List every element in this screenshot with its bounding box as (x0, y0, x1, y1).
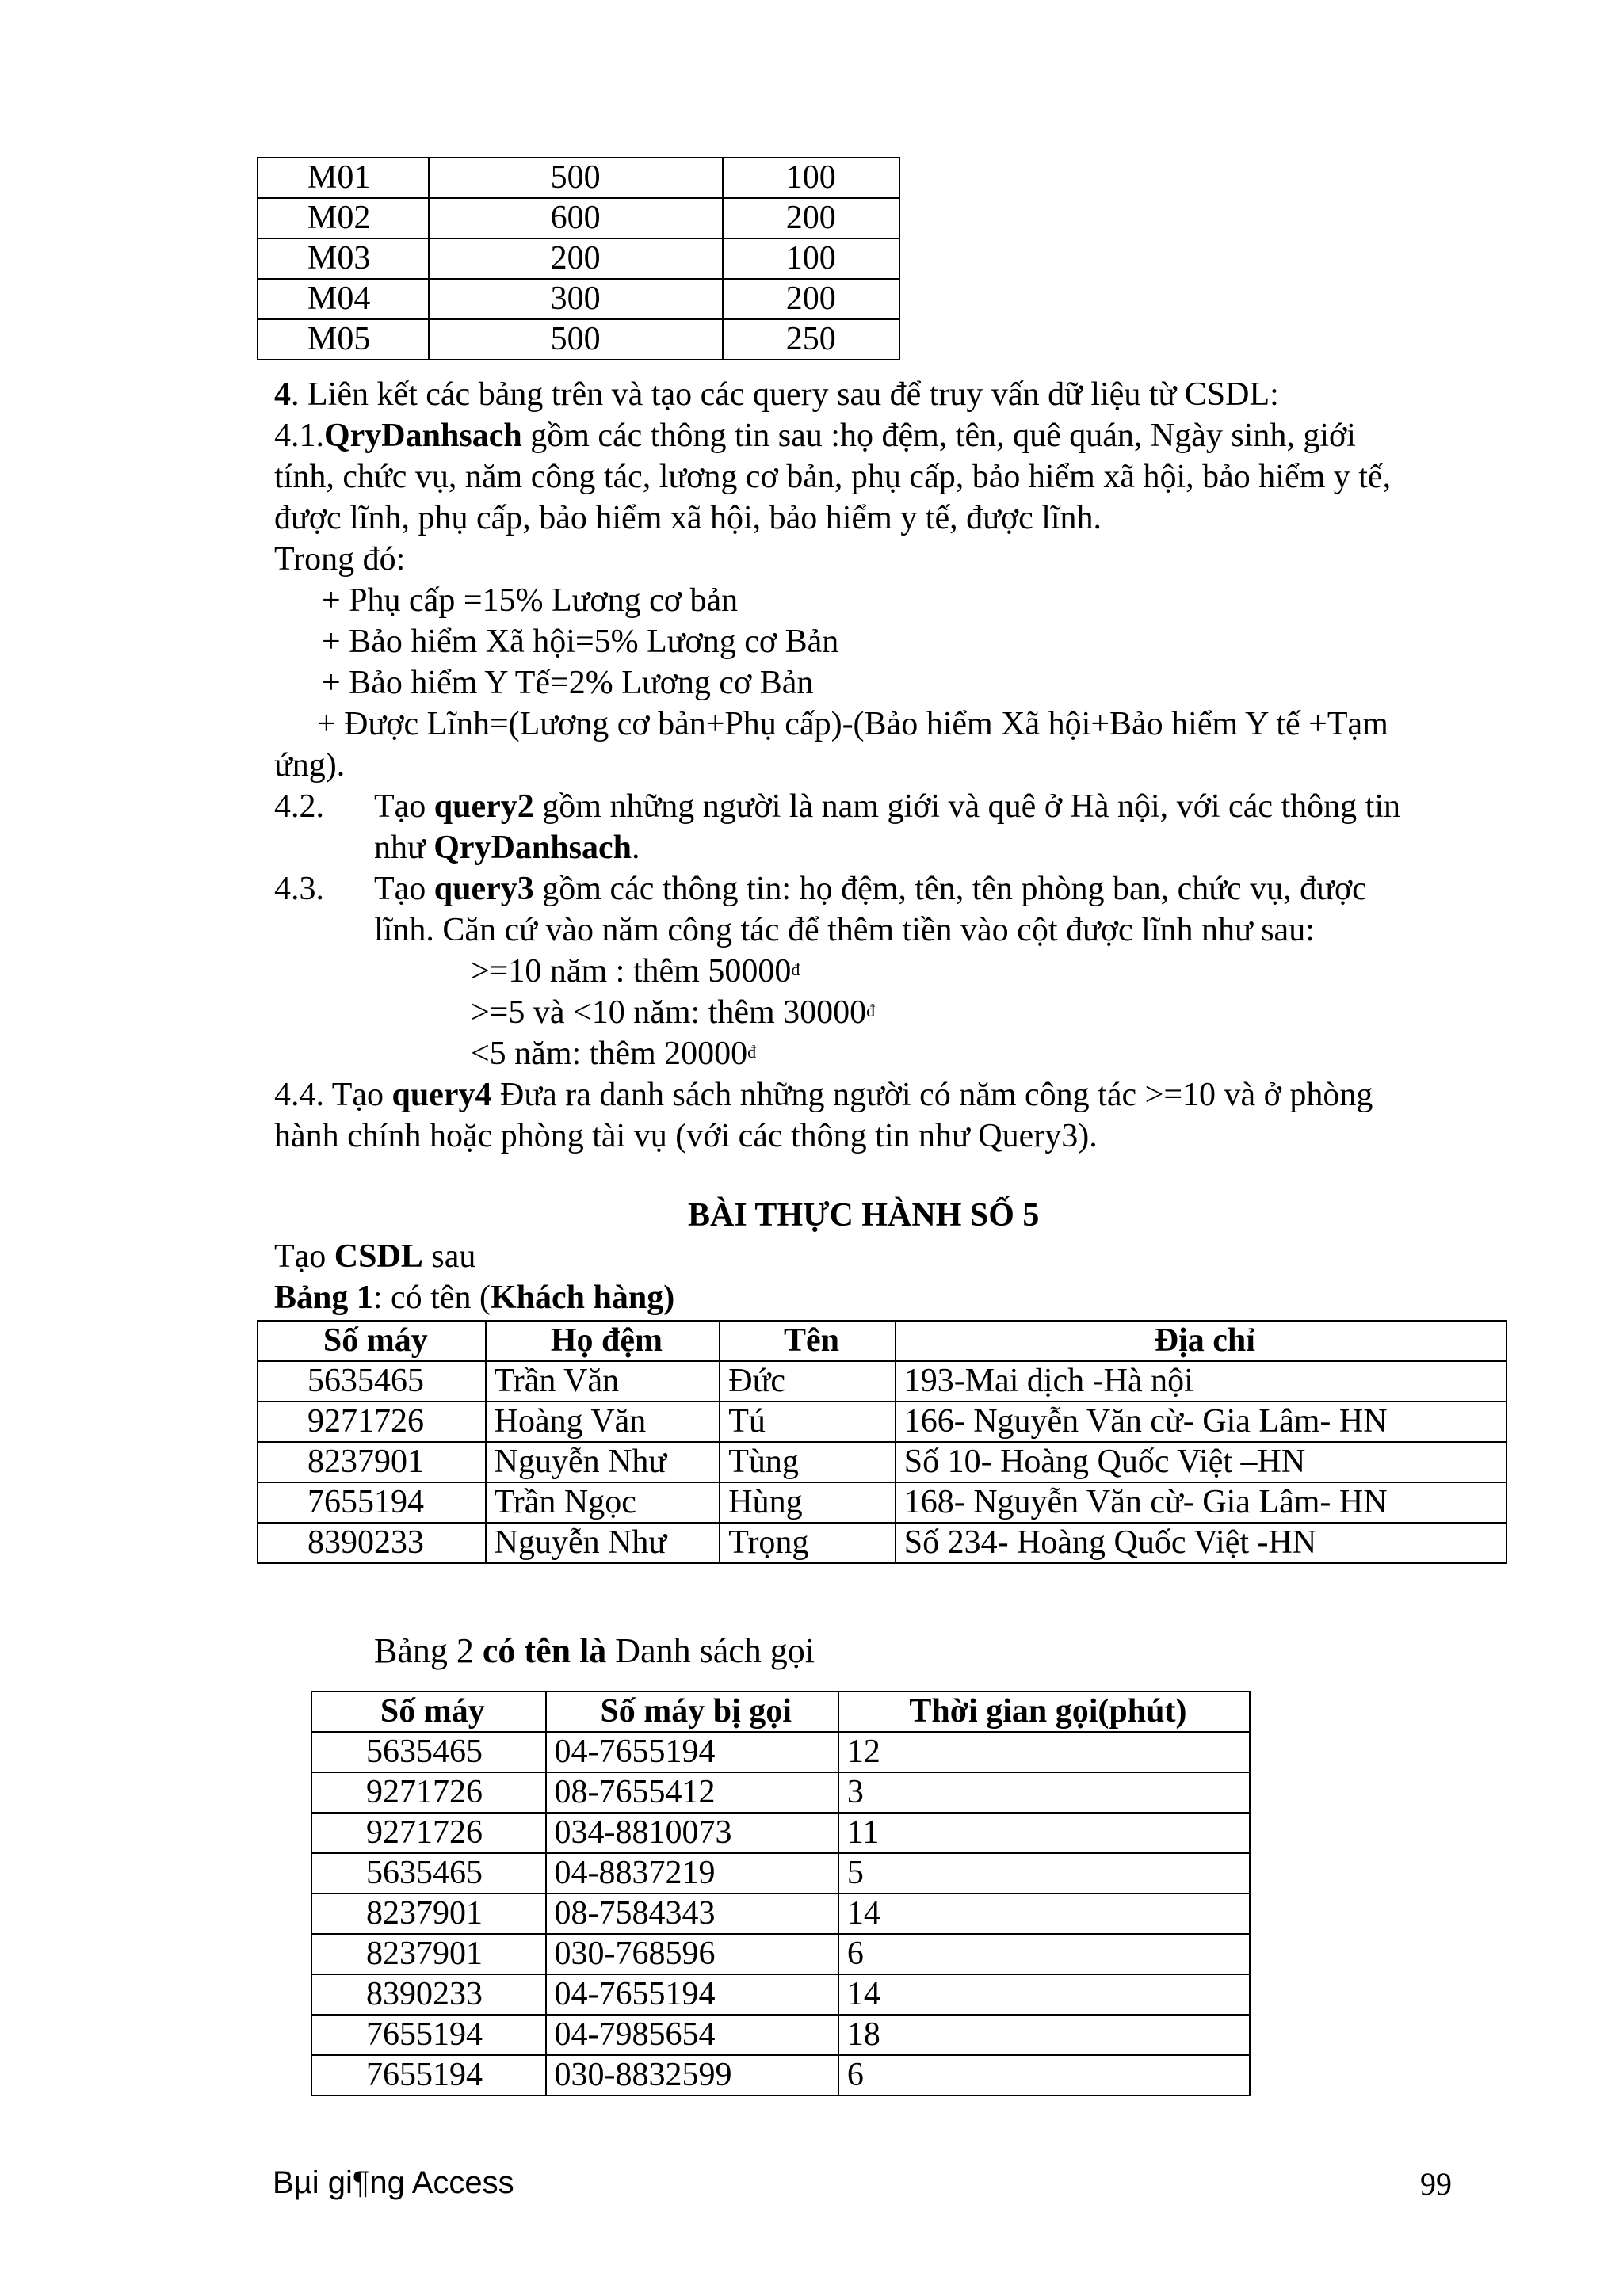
table-cell: 8390233 (258, 1523, 486, 1563)
table-cell: 7655194 (311, 2055, 546, 2096)
table-cell: 8390233 (311, 1974, 546, 2015)
table-cell: 04-7985654 (546, 2015, 838, 2055)
table-cell: 200 (723, 279, 899, 319)
table-cell: Số 234- Hoàng Quốc Việt -HN (896, 1523, 1507, 1563)
table-cell: 100 (723, 238, 899, 279)
table-row (258, 1442, 1507, 1482)
table-cell: Trọng (720, 1523, 895, 1563)
bang1-caption: Bảng 1: có tên (Khách hàng) (274, 1280, 675, 1316)
rule-under-5-years: <5 năm: thêm $20000^đ$ (471, 1035, 757, 1072)
table-cell: M01 (258, 158, 429, 198)
table-row (311, 1813, 1250, 1853)
trong-do: Trong đó: (274, 541, 406, 578)
table-danh-sach-goi-body (311, 1732, 1250, 2096)
table-row (258, 238, 899, 279)
table-cell: 193-Mai dịch -Hà nội (896, 1361, 1507, 1402)
table-top (257, 157, 900, 360)
table-cell: 04-7655194 (546, 1974, 838, 2015)
table-cell: 5 (838, 1853, 1250, 1894)
table-cell: 168- Nguyễn Văn cừ- Gia Lâm- HN (896, 1482, 1507, 1523)
column-header: Thời gian gọi(phút) (838, 1691, 1250, 1732)
table-cell: M03 (258, 238, 429, 279)
table-khach-hang (257, 1320, 1507, 1564)
table-cell: M05 (258, 319, 429, 360)
table-row (311, 1732, 1250, 1772)
table-cell: 200 (429, 238, 723, 279)
table-row (258, 319, 899, 360)
table-row (258, 1361, 1507, 1402)
table-cell: 9271726 (311, 1772, 546, 1813)
table-cell: 3 (838, 1772, 1250, 1813)
table-cell: 8237901 (258, 1442, 486, 1482)
table-row (258, 1523, 1507, 1563)
table-top-body (258, 158, 899, 360)
rule-10-years: >=10 năm : thêm $50000^đ$ (471, 953, 800, 990)
bai5-title: BÀI THỰC HÀNH SỐ 5 (688, 1197, 1040, 1234)
table-cell: 034-8810073 (546, 1813, 838, 1853)
table-khach-hang-body (258, 1361, 1507, 1563)
table-cell: 14 (838, 1974, 1250, 2015)
table-cell: 166- Nguyễn Văn cừ- Gia Lâm- HN (896, 1402, 1507, 1442)
table-cell: Hoàng Văn (486, 1402, 720, 1442)
table-cell: 8237901 (311, 1894, 546, 1934)
q41-line1: 4.1.QryDanhsach gồm các thông tin sau :họ đệm, tên, quê quán, Ngày sinh, giới (274, 418, 1356, 454)
table-cell: 08-7655412 (546, 1772, 838, 1813)
table-danh-sach-goi-header (311, 1691, 1250, 1732)
table-cell: Đức (720, 1361, 895, 1402)
table-cell: 18 (838, 2015, 1250, 2055)
table-cell: 500 (429, 319, 723, 360)
table-cell: Trần Ngọc (486, 1482, 720, 1523)
table-row (311, 1853, 1250, 1894)
table-cell: 04-8837219 (546, 1853, 838, 1894)
table-cell: Nguyễn Như (486, 1523, 720, 1563)
table-cell: 7655194 (258, 1482, 486, 1523)
table-cell: 14 (838, 1894, 1250, 1934)
table-cell: 7655194 (311, 2015, 546, 2055)
q43-num: 4.3. (274, 871, 324, 907)
column-header: Số máy (258, 1321, 486, 1361)
table-cell: 11 (838, 1813, 1250, 1853)
q42-line2: như QryDanhsach. (374, 830, 640, 866)
formula-bhxh: + Bảo hiểm Xã hội=5% Lương cơ Bản (322, 624, 839, 660)
column-header: Địa chỉ (896, 1321, 1507, 1361)
table-cell: Tú (720, 1402, 895, 1442)
formula-phu-cap: + Phụ cấp =15% Lương cơ bản (322, 582, 739, 619)
table-cell: 5635465 (311, 1853, 546, 1894)
table-row (311, 2015, 1250, 2055)
table-danh-sach-goi (311, 1691, 1251, 2096)
table-cell: M02 (258, 198, 429, 238)
table-cell: 500 (429, 158, 723, 198)
table-cell: 600 (429, 198, 723, 238)
rule-5-10-years: >=5 và <10 năm: thêm $30000^đ$ (471, 994, 876, 1031)
table-cell: 300 (429, 279, 723, 319)
q43-line2: lĩnh. Căn cứ vào năm công tác để thêm tiền vào cột được lĩnh như sau: (374, 912, 1315, 948)
table-cell: 08-7584343 (546, 1894, 838, 1934)
table-cell: 6 (838, 2055, 1250, 2096)
table-cell: 8237901 (311, 1934, 546, 1974)
table-cell: Tùng (720, 1442, 895, 1482)
table-row (258, 1402, 1507, 1442)
table-row (311, 1934, 1250, 1974)
table-cell: Số 10- Hoàng Quốc Việt –HN (896, 1442, 1507, 1482)
table-cell: 9271726 (258, 1402, 486, 1442)
table-row (258, 1482, 1507, 1523)
footer-title: Bµi gi¶ng Access (273, 2165, 514, 2200)
column-header: Họ đệm (486, 1321, 720, 1361)
column-header: Số máy (311, 1691, 546, 1732)
table-row (311, 1974, 1250, 2015)
table-row (258, 198, 899, 238)
table-cell: Trần Văn (486, 1361, 720, 1402)
table-cell: 250 (723, 319, 899, 360)
page-number: 99 (1420, 2166, 1452, 2202)
formula-duoc-linh-cont: ứng). (274, 747, 346, 784)
table-row (311, 2055, 1250, 2096)
table-khach-hang-header (258, 1321, 1507, 1361)
table-row (258, 158, 899, 198)
q43-line1: Tạo query3 gồm các thông tin: họ đệm, tên, tên phòng ban, chức vụ, được (374, 871, 1367, 907)
q41-line2: tính, chức vụ, năm công tác, lương cơ bản, phụ cấp, bảo hiểm xã hội, bảo hiểm y tế, (274, 459, 1392, 495)
section4-heading: 4. Liên kết các bảng trên và tạo các query sau để truy vấn dữ liệu từ CSDL: (274, 376, 1279, 413)
table-cell: 030-8832599 (546, 2055, 838, 2096)
column-header: Tên (720, 1321, 895, 1361)
tao-csdl: Tạo CSDL sau (274, 1238, 476, 1275)
table-cell: 030-768596 (546, 1934, 838, 1974)
table-cell: M04 (258, 279, 429, 319)
table-cell: 6 (838, 1934, 1250, 1974)
q44-line1: 4.4. Tạo query4 Đưa ra danh sách những người có năm công tác >=10 và ở phòng (274, 1077, 1373, 1113)
formula-duoc-linh: + Được Lĩnh=(Lương cơ bản+Phụ cấp)-(Bảo hiểm Xã hội+Bảo hiểm Y tế +Tạm (317, 706, 1388, 742)
column-header: Số máy bị gọi (546, 1691, 838, 1732)
formula-bhyt: + Bảo hiểm Y Tế=2% Lương cơ Bản (322, 665, 814, 701)
table-cell: Hùng (720, 1482, 895, 1523)
table-row (311, 1894, 1250, 1934)
q42-num: 4.2. (274, 788, 324, 825)
table-cell: 200 (723, 198, 899, 238)
q41-line3: được lĩnh, phụ cấp, bảo hiểm xã hội, bảo hiểm y tế, được lĩnh. (274, 500, 1102, 536)
table-cell: Nguyễn Như (486, 1442, 720, 1482)
table-row (311, 1772, 1250, 1813)
q42-line1: Tạo query2 gồm những người là nam giới và quê ở Hà nội, với các thông tin (374, 788, 1400, 825)
table-row (258, 279, 899, 319)
table-cell: 5635465 (258, 1361, 486, 1402)
table-cell: 5635465 (311, 1732, 546, 1772)
table-cell: 04-7655194 (546, 1732, 838, 1772)
table-cell: 100 (723, 158, 899, 198)
table-cell: 9271726 (311, 1813, 546, 1853)
bang2-caption: Bảng 2 có tên là Danh sách gọi (374, 1631, 815, 1670)
table-cell: 12 (838, 1732, 1250, 1772)
q44-line2: hành chính hoặc phòng tài vụ (với các thông tin như Query3). (274, 1118, 1098, 1154)
